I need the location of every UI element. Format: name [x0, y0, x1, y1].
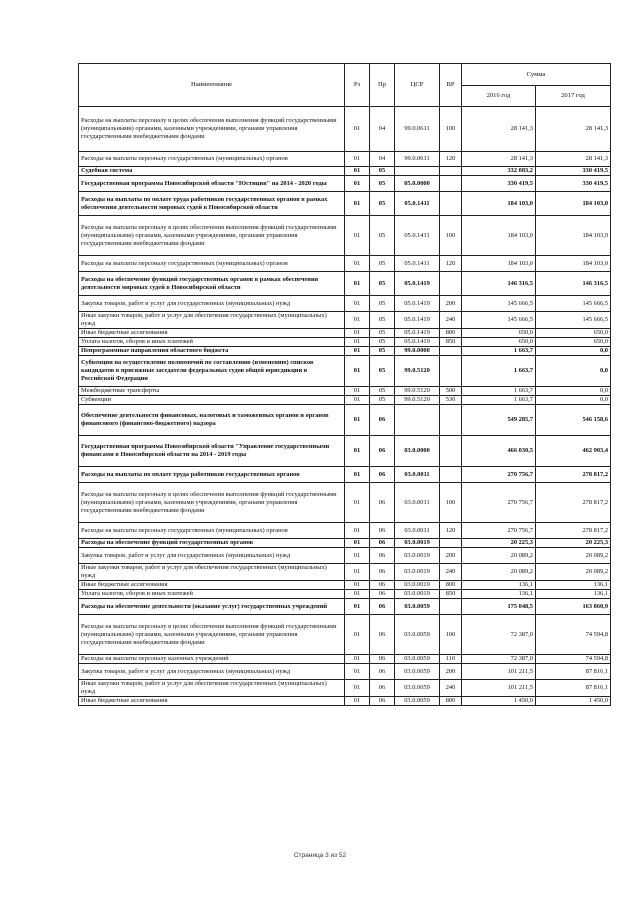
- cell-rz: 01: [345, 523, 370, 539]
- cell-name: Субвенции: [79, 396, 345, 405]
- cell-rz: 01: [345, 697, 370, 706]
- cell-sum-2017: 74 594,8: [536, 615, 611, 655]
- cell-sum-2017: 278 817,2: [536, 483, 611, 523]
- cell-sum-2016: 650,0: [462, 329, 536, 338]
- table-row: [79, 329, 611, 338]
- cell-sum-2016: 1 663,7: [462, 387, 536, 396]
- header-csr: ЦСР: [395, 64, 440, 107]
- cell-sum-2017: 136,1: [536, 581, 611, 590]
- cell-sum-2016: 72 387,0: [462, 615, 536, 655]
- cell-pr: 06: [370, 655, 395, 664]
- cell-csr: 03.0.0059: [395, 655, 440, 664]
- cell-pr: 05: [370, 338, 395, 347]
- table-row: [79, 483, 611, 523]
- cell-vr: 200: [440, 296, 462, 312]
- cell-csr: 03.0.0019: [395, 539, 440, 548]
- cell-pr: 06: [370, 680, 395, 697]
- cell-rz: 01: [345, 396, 370, 405]
- cell-sum-2016: 270 756,7: [462, 483, 536, 523]
- cell-pr: 04: [370, 152, 395, 167]
- cell-name: Расходы на выплаты по оплате труда работников государственных органов: [79, 467, 345, 483]
- cell-rz: 01: [345, 176, 370, 192]
- cell-sum-2017: 0,0: [536, 356, 611, 387]
- table-row: [79, 312, 611, 329]
- table-row: [79, 564, 611, 581]
- cell-csr: 99.0.5120: [395, 387, 440, 396]
- cell-name: Непрограммные направления областного бюджета: [79, 347, 345, 356]
- cell-vr: 800: [440, 697, 462, 706]
- cell-name: Расходы на выплаты персоналу в целях обеспечения выполнения функций государственными (муниципальными) органами, казенными учреждениями, органами управления государственными внебюджетными фондами: [79, 216, 345, 256]
- cell-pr: 04: [370, 107, 395, 152]
- table-row: [79, 664, 611, 680]
- cell-vr: 120: [440, 523, 462, 539]
- cell-sum-2017: 650,0: [536, 338, 611, 347]
- header-pr: Пр: [370, 64, 395, 107]
- cell-vr: 200: [440, 664, 462, 680]
- header-rz: Рз: [345, 64, 370, 107]
- cell-csr: 05.0.1411: [395, 256, 440, 272]
- cell-name: Субвенции на осуществление полномочий по составлению (изменению) списков кандидатов в присяжные заседатели федеральных судов общей юрисдикции в Российской Федерации: [79, 356, 345, 387]
- cell-sum-2017: 28 141,3: [536, 152, 611, 167]
- cell-sum-2017: 146 316,5: [536, 272, 611, 296]
- cell-name: Расходы на выплаты персоналу государственных (муниципальных) органов: [79, 523, 345, 539]
- cell-sum-2017: 87 816,1: [536, 680, 611, 697]
- cell-pr: 05: [370, 312, 395, 329]
- cell-csr: 99.0.5120: [395, 396, 440, 405]
- cell-vr: 240: [440, 564, 462, 581]
- cell-sum-2017: 145 666,5: [536, 312, 611, 329]
- table-row: [79, 256, 611, 272]
- cell-rz: 01: [345, 599, 370, 615]
- cell-vr: 110: [440, 655, 462, 664]
- cell-name: Расходы на обеспечение функций государственных органов в рамках обеспечения деятельности мировых судей в Новосибирской области: [79, 272, 345, 296]
- header-name: Наименование: [79, 64, 345, 107]
- cell-pr: 06: [370, 483, 395, 523]
- cell-name: Обеспечение деятельности финансовых, налоговых и таможенных органов и органов финансового (финансово-бюджетного) надзора: [79, 405, 345, 436]
- cell-csr: 99.0.0611: [395, 152, 440, 167]
- cell-csr: 05.0.1419: [395, 272, 440, 296]
- cell-sum-2016: 332 083,2: [462, 167, 536, 176]
- cell-sum-2017: 546 158,6: [536, 405, 611, 436]
- table-row: [79, 548, 611, 564]
- cell-vr: 800: [440, 581, 462, 590]
- cell-vr: [440, 176, 462, 192]
- cell-sum-2016: 270 756,7: [462, 523, 536, 539]
- cell-vr: 100: [440, 107, 462, 152]
- cell-csr: 05.0.1419: [395, 296, 440, 312]
- cell-rz: 01: [345, 483, 370, 523]
- cell-vr: [440, 192, 462, 216]
- cell-vr: [440, 539, 462, 548]
- table-row: [79, 523, 611, 539]
- cell-pr: 05: [370, 256, 395, 272]
- cell-sum-2016: 184 103,0: [462, 256, 536, 272]
- cell-csr: 03.0.0059: [395, 599, 440, 615]
- cell-sum-2016: 1 663,7: [462, 396, 536, 405]
- cell-sum-2016: 101 211,5: [462, 664, 536, 680]
- cell-sum-2016: 101 211,5: [462, 680, 536, 697]
- table-row: [79, 192, 611, 216]
- cell-rz: 01: [345, 152, 370, 167]
- table-row: [79, 697, 611, 706]
- cell-rz: 01: [345, 405, 370, 436]
- cell-name: Государственная программа Новосибирской области "Юстиция" на 2014 - 2020 годы: [79, 176, 345, 192]
- cell-csr: 05.0.1419: [395, 338, 440, 347]
- cell-csr: 03.0.0059: [395, 680, 440, 697]
- table-row: [79, 338, 611, 347]
- cell-sum-2017: 330 419,5: [536, 167, 611, 176]
- table-row: [79, 387, 611, 396]
- table-row: [79, 176, 611, 192]
- cell-csr: 03.0.0059: [395, 664, 440, 680]
- cell-sum-2017: 87 816,1: [536, 664, 611, 680]
- cell-csr: 05.0.1419: [395, 329, 440, 338]
- cell-name: Расходы на выплаты персоналу государственных (муниципальных) органов: [79, 152, 345, 167]
- cell-csr: 05.0.0000: [395, 176, 440, 192]
- cell-vr: [440, 167, 462, 176]
- cell-sum-2017: 330 419,5: [536, 176, 611, 192]
- cell-sum-2016: 145 666,5: [462, 296, 536, 312]
- cell-vr: 100: [440, 615, 462, 655]
- table-body: [79, 107, 611, 706]
- cell-name: Расходы на выплаты персоналу в целях обеспечения выполнения функций государственными (муниципальными) органами, казенными учреждениями, органами управления государственными внебюджетными фондами: [79, 615, 345, 655]
- cell-name: Расходы на выплаты по оплате труда работников государственных органов в рамках обеспечения деятельности мировых судей в Новосибирской области: [79, 192, 345, 216]
- cell-name: Межбюджетные трансферты: [79, 387, 345, 396]
- cell-pr: 05: [370, 329, 395, 338]
- cell-sum-2017: 0,0: [536, 396, 611, 405]
- cell-sum-2017: 136,1: [536, 590, 611, 599]
- cell-sum-2016: 175 048,5: [462, 599, 536, 615]
- cell-rz: 01: [345, 564, 370, 581]
- cell-rz: 01: [345, 338, 370, 347]
- table-row: [79, 680, 611, 697]
- cell-vr: [440, 436, 462, 467]
- cell-sum-2016: 270 756,7: [462, 467, 536, 483]
- cell-name: Государственная программа Новосибирской области "Управление государственными финансами в Новосибирской области на 2014 - 2019 годы: [79, 436, 345, 467]
- cell-name: Иные бюджетные ассигнования: [79, 697, 345, 706]
- cell-pr: 06: [370, 581, 395, 590]
- cell-name: Уплата налогов, сборов и иных платежей: [79, 590, 345, 599]
- cell-csr: [395, 405, 440, 436]
- cell-vr: 100: [440, 216, 462, 256]
- table-row: [79, 467, 611, 483]
- table-row: [79, 539, 611, 548]
- table-row: [79, 152, 611, 167]
- cell-name: Иные бюджетные ассигнования: [79, 581, 345, 590]
- cell-vr: [440, 356, 462, 387]
- cell-sum-2017: 163 860,9: [536, 599, 611, 615]
- cell-vr: 500: [440, 387, 462, 396]
- cell-rz: 01: [345, 167, 370, 176]
- cell-pr: 06: [370, 564, 395, 581]
- table-row: [79, 396, 611, 405]
- cell-pr: 05: [370, 347, 395, 356]
- cell-pr: 05: [370, 387, 395, 396]
- cell-sum-2017: 278 817,2: [536, 467, 611, 483]
- cell-name: Расходы на обеспечение функций государственных органов: [79, 539, 345, 548]
- header-year-2017: 2017 год: [536, 86, 611, 107]
- page-footer: Страница 3 из 52: [293, 852, 347, 859]
- cell-pr: 05: [370, 176, 395, 192]
- cell-sum-2017: 184 103,0: [536, 192, 611, 216]
- cell-rz: 01: [345, 347, 370, 356]
- cell-sum-2016: 72 387,0: [462, 655, 536, 664]
- cell-sum-2017: 1 450,0: [536, 697, 611, 706]
- cell-sum-2016: 184 103,0: [462, 216, 536, 256]
- cell-rz: 01: [345, 387, 370, 396]
- cell-csr: [395, 167, 440, 176]
- header-sum: Сумма: [462, 64, 611, 86]
- cell-rz: 01: [345, 436, 370, 467]
- cell-sum-2017: 650,0: [536, 329, 611, 338]
- cell-vr: [440, 272, 462, 296]
- cell-csr: 05.0.1411: [395, 216, 440, 256]
- table-row: [79, 590, 611, 599]
- cell-csr: 03.0.0011: [395, 483, 440, 523]
- table-row: [79, 581, 611, 590]
- table-row: [79, 405, 611, 436]
- cell-vr: [440, 405, 462, 436]
- table-row: [79, 107, 611, 152]
- cell-sum-2017: 20 225,3: [536, 539, 611, 548]
- cell-vr: 120: [440, 256, 462, 272]
- cell-rz: 01: [345, 548, 370, 564]
- cell-pr: 06: [370, 405, 395, 436]
- header-year-2016: 2016 год: [462, 86, 536, 107]
- cell-pr: 06: [370, 615, 395, 655]
- header-vr: ВР: [440, 64, 462, 107]
- cell-vr: [440, 599, 462, 615]
- cell-pr: 06: [370, 599, 395, 615]
- table-row: [79, 272, 611, 296]
- cell-rz: 01: [345, 329, 370, 338]
- cell-vr: 240: [440, 680, 462, 697]
- cell-sum-2016: 184 103,0: [462, 192, 536, 216]
- cell-sum-2016: 20 089,2: [462, 548, 536, 564]
- cell-rz: 01: [345, 356, 370, 387]
- cell-vr: 200: [440, 548, 462, 564]
- cell-vr: 850: [440, 590, 462, 599]
- cell-sum-2016: 330 419,5: [462, 176, 536, 192]
- cell-name: Расходы на выплаты персоналу в целях обеспечения выполнения функций государственными (муниципальными) органами, казенными учреждениями, органами управления государственными внебюджетными фондами: [79, 107, 345, 152]
- cell-sum-2016: 466 030,5: [462, 436, 536, 467]
- cell-name: Судебная система: [79, 167, 345, 176]
- cell-sum-2016: 650,0: [462, 338, 536, 347]
- cell-rz: 01: [345, 615, 370, 655]
- cell-sum-2017: 184 103,0: [536, 216, 611, 256]
- cell-rz: 01: [345, 256, 370, 272]
- cell-vr: 530: [440, 396, 462, 405]
- cell-pr: 06: [370, 664, 395, 680]
- cell-sum-2016: 145 666,5: [462, 312, 536, 329]
- budget-table: [78, 63, 611, 706]
- cell-sum-2017: 462 903,4: [536, 436, 611, 467]
- cell-rz: 01: [345, 312, 370, 329]
- cell-csr: 99.0.5120: [395, 356, 440, 387]
- cell-sum-2016: 28 141,3: [462, 107, 536, 152]
- cell-sum-2017: 20 089,2: [536, 548, 611, 564]
- cell-name: Расходы на выплаты персоналу казенных учреждений: [79, 655, 345, 664]
- cell-name: Закупка товаров, работ и услуг для государственных (муниципальных) нужд: [79, 664, 345, 680]
- cell-pr: 06: [370, 548, 395, 564]
- table-row: [79, 216, 611, 256]
- table-row: [79, 347, 611, 356]
- cell-csr: 03.0.0019: [395, 581, 440, 590]
- cell-pr: 05: [370, 272, 395, 296]
- cell-rz: 01: [345, 655, 370, 664]
- cell-rz: 01: [345, 539, 370, 548]
- cell-rz: 01: [345, 467, 370, 483]
- cell-pr: 06: [370, 523, 395, 539]
- cell-csr: 03.0.0059: [395, 697, 440, 706]
- cell-name: Закупка товаров, работ и услуг для государственных (муниципальных) нужд: [79, 296, 345, 312]
- cell-csr: 99.0.0611: [395, 107, 440, 152]
- cell-name: Иные закупки товаров, работ и услуг для обеспечения государственных (муниципальных) нужд: [79, 680, 345, 697]
- cell-name: Иные закупки товаров, работ и услуг для обеспечения государственных (муниципальных) нужд: [79, 312, 345, 329]
- cell-pr: 06: [370, 467, 395, 483]
- cell-name: Уплата налогов, сборов и иных платежей: [79, 338, 345, 347]
- cell-rz: 01: [345, 216, 370, 256]
- table-row: [79, 655, 611, 664]
- cell-sum-2016: 28 141,3: [462, 152, 536, 167]
- cell-vr: [440, 467, 462, 483]
- cell-sum-2017: 278 817,2: [536, 523, 611, 539]
- cell-csr: 03.0.0019: [395, 590, 440, 599]
- cell-sum-2016: 20 225,3: [462, 539, 536, 548]
- cell-vr: 240: [440, 312, 462, 329]
- cell-rz: 01: [345, 581, 370, 590]
- cell-sum-2016: 136,1: [462, 581, 536, 590]
- table-row: [79, 296, 611, 312]
- cell-rz: 01: [345, 107, 370, 152]
- cell-rz: 01: [345, 192, 370, 216]
- cell-pr: 06: [370, 590, 395, 599]
- cell-sum-2017: 74 594,8: [536, 655, 611, 664]
- cell-sum-2016: 549 285,7: [462, 405, 536, 436]
- cell-sum-2016: 136,1: [462, 590, 536, 599]
- cell-sum-2017: 0,0: [536, 387, 611, 396]
- cell-csr: 03.0.0019: [395, 564, 440, 581]
- cell-sum-2016: 1 450,0: [462, 697, 536, 706]
- cell-csr: 05.0.1411: [395, 192, 440, 216]
- cell-vr: 800: [440, 329, 462, 338]
- cell-rz: 01: [345, 272, 370, 296]
- cell-rz: 01: [345, 296, 370, 312]
- cell-pr: 05: [370, 192, 395, 216]
- cell-pr: 06: [370, 539, 395, 548]
- cell-pr: 06: [370, 436, 395, 467]
- cell-rz: 01: [345, 664, 370, 680]
- cell-sum-2017: 145 666,5: [536, 296, 611, 312]
- cell-csr: 03.0.0011: [395, 467, 440, 483]
- cell-sum-2016: 20 089,2: [462, 564, 536, 581]
- cell-pr: 05: [370, 296, 395, 312]
- cell-name: Расходы на обеспечение деятельности (оказание услуг) государственных учреждений: [79, 599, 345, 615]
- cell-name: Расходы на выплаты персоналу государственных (муниципальных) органов: [79, 256, 345, 272]
- cell-vr: [440, 347, 462, 356]
- cell-pr: 05: [370, 216, 395, 256]
- table-row: [79, 599, 611, 615]
- cell-name: Расходы на выплаты персоналу в целях обеспечения выполнения функций государственными (муниципальными) органами, казенными учреждениями, органами управления государственными внебюджетными фондами: [79, 483, 345, 523]
- cell-vr: 100: [440, 483, 462, 523]
- cell-rz: 01: [345, 680, 370, 697]
- table-row: [79, 167, 611, 176]
- cell-vr: 850: [440, 338, 462, 347]
- cell-sum-2017: 0,0: [536, 347, 611, 356]
- cell-name: Иные бюджетные ассигнования: [79, 329, 345, 338]
- cell-vr: 120: [440, 152, 462, 167]
- cell-rz: 01: [345, 590, 370, 599]
- cell-name: Иные закупки товаров, работ и услуг для обеспечения государственных (муниципальных) нужд: [79, 564, 345, 581]
- table-row: [79, 436, 611, 467]
- cell-csr: 99.0.0000: [395, 347, 440, 356]
- cell-sum-2016: 146 316,5: [462, 272, 536, 296]
- cell-sum-2016: 1 663,7: [462, 347, 536, 356]
- cell-csr: 03.0.0011: [395, 523, 440, 539]
- cell-sum-2016: 1 663,7: [462, 356, 536, 387]
- cell-pr: 05: [370, 167, 395, 176]
- cell-csr: 03.0.0019: [395, 548, 440, 564]
- cell-name: Закупка товаров, работ и услуг для государственных (муниципальных) нужд: [79, 548, 345, 564]
- cell-pr: 05: [370, 356, 395, 387]
- cell-csr: 03.0.0000: [395, 436, 440, 467]
- cell-csr: 03.0.0059: [395, 615, 440, 655]
- table-row: [79, 615, 611, 655]
- cell-sum-2017: 184 103,0: [536, 256, 611, 272]
- table-row: [79, 356, 611, 387]
- cell-csr: 05.0.1419: [395, 312, 440, 329]
- cell-pr: 05: [370, 396, 395, 405]
- cell-sum-2017: 20 089,2: [536, 564, 611, 581]
- cell-pr: 06: [370, 697, 395, 706]
- cell-sum-2017: 28 141,3: [536, 107, 611, 152]
